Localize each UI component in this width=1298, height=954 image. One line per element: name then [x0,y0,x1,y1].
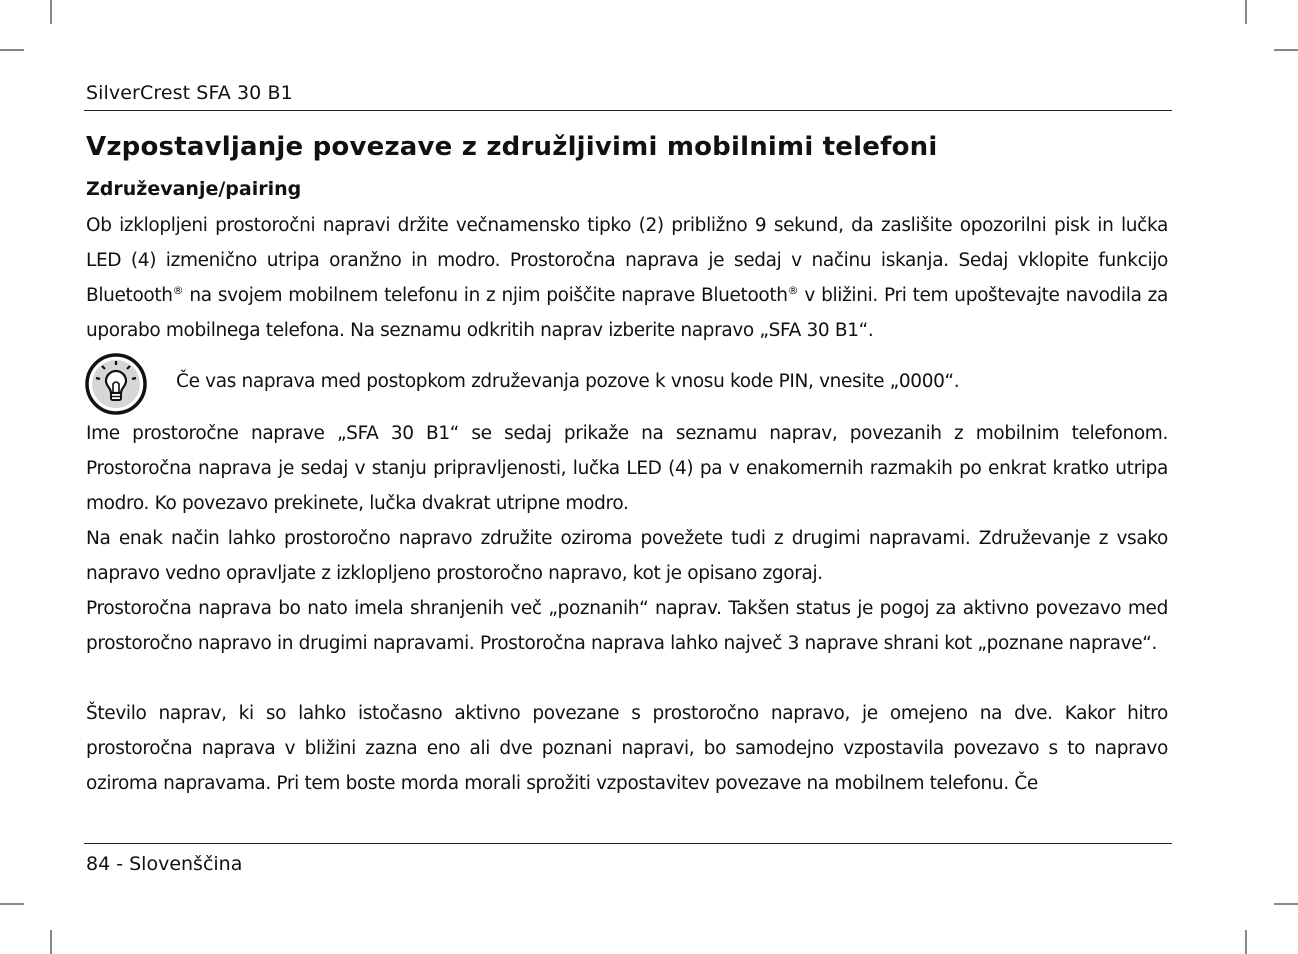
intro-text-2: na svojem mobilnem telefonu in z njim poiščite naprave Bluetooth [183,285,788,306]
intro-text-1: Ob izklopljeni prostoročni napravi držite večnamensko tipko (2) približno 9 sekund, da zaslišite opozorilni pisk in lučka LED (4) izmenično utripa oranžno in modro. Prostoročna naprava je sedaj v načinu iskanja. Sedaj vklopite funkcijo Bluetooth [86,215,1168,306]
section-title: Vzpostavljanje povezave z združljivimi mobilnimi telefoni [86,132,938,162]
crop-mark [50,930,52,954]
crop-mark [1274,49,1298,51]
crop-mark [1245,930,1247,954]
intro-paragraph [86,208,1168,348]
footer-rule [84,843,1172,844]
crop-mark [50,0,52,24]
section-subtitle: Združevanje/pairing [86,178,302,200]
registered-mark: ® [172,284,184,297]
crop-mark [0,903,24,905]
crop-mark [1274,903,1298,905]
body-paragraph-3: Prostoročna naprava bo nato imela shranjenih več „poznanih“ naprav. Takšen status je pogoj za aktivno povezavo med prostoročno napravo in drugimi napravami. Prostoročna naprava lahko največ 3 naprave shrani kot „poznane naprave“. [86,598,1168,654]
running-header: SilverCrest SFA 30 B1 [86,82,293,104]
registered-mark: ® [787,284,799,297]
lightbulb-icon [84,352,148,416]
body-paragraph-1: Ime prostoročne naprave „SFA 30 B1“ se sedaj prikaže na seznamu naprav, povezanih z mobilnim telefonom. Prostoročna naprava je sedaj v stanju pripravljenosti, lučka LED (4) pa v enakomernih razmakih po enkrat kratko utripa modro. Ko povezavo prekinete, lučka dvakrat utripne modro. [86,423,1168,514]
note-text: Če vas naprava med postopkom združevanja pozove k vnosu kode PIN, vnesite „0000“. [176,371,960,392]
body-paragraph-2: Na enak način lahko prostoročno napravo združite oziroma povežete tudi z drugimi napravami. Združevanje z vsako napravo vedno opravljate z izklopljeno prostoročno napravo, kot je opisano zgoraj. [86,528,1168,584]
intro-text-3: v bližini. Pri tem upoštevajte navodila za uporabo mobilnega telefona. Na seznamu odkritih naprav izberite napravo „SFA 30 B1“. [86,285,1168,341]
header-rule [84,110,1172,111]
body-paragraph-4: Število naprav, ki so lahko istočasno aktivno povezane s prostoročno napravo, je omejeno na dve. Kakor hitro prostoročna naprava v bližini zazna eno ali dve poznani napravi, bo samodejno vzpostavila povezavo s to napravo oziroma napravama. Pri tem boste morda morali sprožiti vzpostavitev povezave na mobilnem telefonu. Če [86,703,1168,794]
crop-mark [1245,0,1247,24]
page-footer: 84 - Slovenščina [86,853,243,875]
crop-mark [0,49,24,51]
